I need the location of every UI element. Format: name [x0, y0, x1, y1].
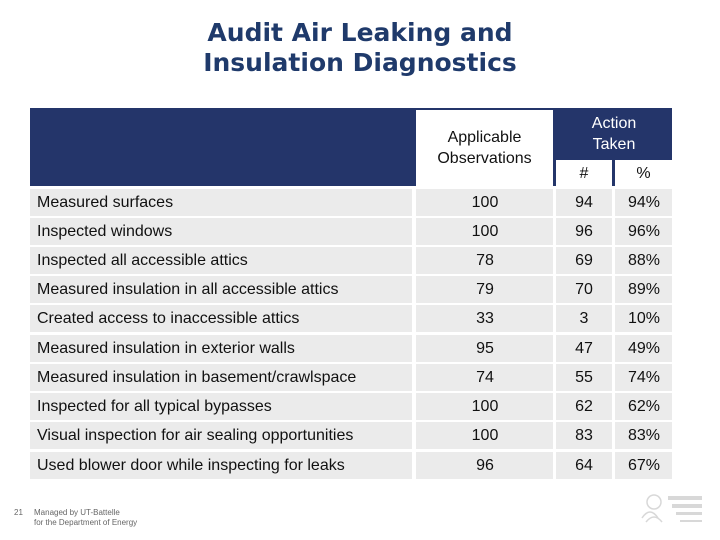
row-action-count: 64 — [575, 456, 593, 474]
row-label: Inspected windows — [37, 222, 173, 240]
table-row — [30, 422, 672, 449]
column-divider — [553, 189, 556, 479]
row-action-count: 62 — [575, 397, 593, 415]
row-label: Visual inspection for air sealing opportunities — [37, 426, 354, 444]
page-number: 21 — [14, 508, 23, 517]
row-action-percent: 74% — [627, 368, 661, 386]
row-action-percent: 10% — [627, 309, 661, 327]
column-divider — [412, 189, 416, 479]
row-action-percent: 67% — [627, 456, 661, 474]
table-row — [30, 218, 672, 245]
row-applicable: 95 — [476, 339, 494, 357]
row-action-count: 69 — [575, 251, 593, 269]
row-applicable: 96 — [476, 456, 494, 474]
row-applicable: 74 — [476, 368, 494, 386]
header-action-label: Action Taken — [591, 115, 637, 153]
row-applicable: 100 — [471, 426, 499, 444]
row-label: Measured insulation in exterior walls — [37, 339, 295, 357]
row-action-count: 47 — [575, 339, 593, 357]
row-label: Used blower door while inspecting for leaks — [37, 456, 345, 474]
row-label: Created access to inaccessible attics — [37, 309, 300, 327]
row-action-percent: 96% — [627, 222, 661, 240]
table-row — [30, 393, 672, 420]
row-action-percent: 62% — [627, 397, 661, 415]
table-row — [30, 247, 672, 274]
row-applicable: 100 — [471, 222, 499, 240]
row-label: Inspected for all typical bypasses — [37, 397, 272, 415]
footer-credit — [34, 508, 137, 528]
row-action-count: 83 — [575, 426, 593, 444]
row-action-count: 55 — [575, 368, 593, 386]
row-action-count: 70 — [575, 280, 593, 298]
header-applicable-label: Applicable Observations — [437, 129, 532, 167]
row-action-percent: 83% — [627, 426, 661, 444]
row-label: Measured insulation in all accessible attics — [37, 280, 339, 298]
row-applicable: 100 — [471, 193, 499, 211]
row-label: Inspected all accessible attics — [37, 251, 248, 269]
row-action-count: 96 — [575, 222, 593, 240]
row-action-percent: 94% — [627, 193, 661, 211]
row-action-count: 3 — [579, 309, 589, 327]
table-row — [30, 335, 672, 362]
row-action-count: 94 — [575, 193, 593, 211]
table-row — [30, 305, 672, 332]
row-action-percent: 49% — [627, 339, 661, 357]
column-divider — [612, 189, 615, 479]
slide-title — [0, 18, 720, 78]
row-label: Measured insulation in basement/crawlspace — [37, 368, 357, 386]
header-applicable-observations — [416, 110, 553, 186]
row-applicable: 78 — [476, 251, 494, 269]
footer-line-2: for the Department of Energy — [34, 518, 138, 527]
table-row — [30, 452, 672, 479]
row-applicable: 100 — [471, 397, 499, 415]
header-action-taken — [556, 110, 672, 158]
footer-line-1: Managed by UT-Battelle — [34, 508, 120, 517]
oak-ridge-logo-watermark — [636, 488, 708, 528]
title-line-2: Insulation Diagnostics — [203, 48, 517, 77]
row-label: Measured surfaces — [37, 193, 174, 211]
table-row — [30, 189, 672, 216]
header-percent: % — [615, 160, 672, 186]
title-line-1: Audit Air Leaking and — [207, 18, 513, 47]
header-number: # — [556, 160, 612, 186]
table-row — [30, 364, 672, 391]
row-action-percent: 88% — [627, 251, 661, 269]
row-applicable: 33 — [476, 309, 494, 327]
table-row — [30, 276, 672, 303]
row-action-percent: 89% — [627, 280, 661, 298]
row-applicable: 79 — [476, 280, 494, 298]
